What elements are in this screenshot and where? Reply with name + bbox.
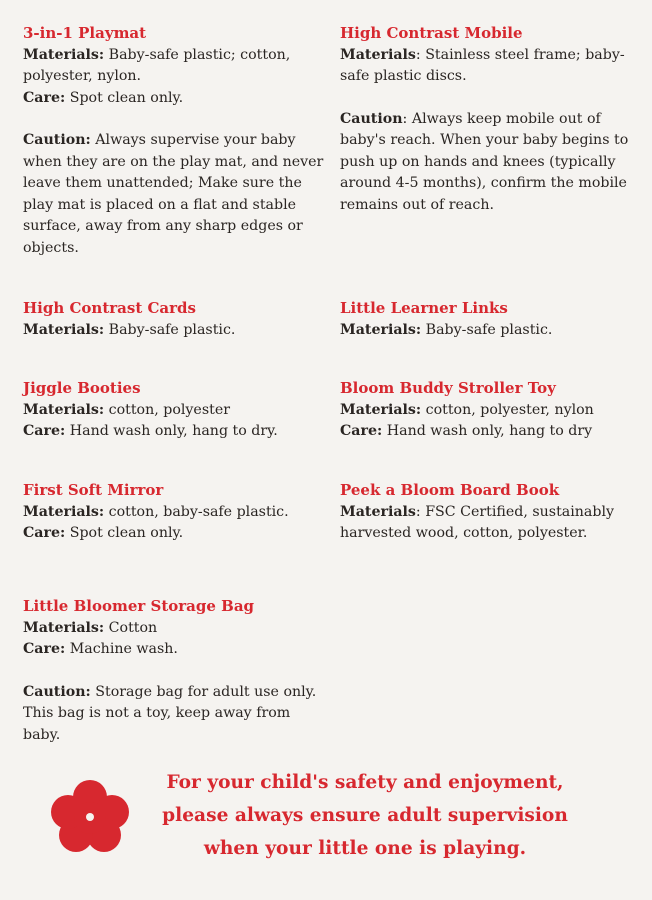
- mirror-care: [23, 523, 323, 545]
- care-value: Hand wash only, hang to dry.: [69, 423, 278, 439]
- materials-value: Cotton: [108, 619, 158, 636]
- materials-value: cotton, polyester: [108, 401, 230, 418]
- book-materials: [340, 502, 632, 545]
- mobile-section: [340, 23, 632, 216]
- booties-care: [23, 421, 323, 443]
- materials-label: Materials:: [23, 321, 105, 338]
- materials-value: : FSC Certified, sustainably harvested wood, cotton, polyester.: [340, 503, 614, 541]
- materials-value: Baby-safe plastic; cotton, polyester, nylon.: [23, 46, 291, 84]
- materials-label: Materials:: [23, 619, 105, 636]
- materials-label: Materials: [340, 503, 416, 520]
- cards-title: High Contrast Cards: [23, 299, 196, 317]
- playmat-materials: [23, 45, 333, 88]
- caution-value: : Always keep mobile out of baby's reach. When your baby begins to push up on hands and knees (typically around 4-5 months), confirm the mobile remains out of reach.: [340, 110, 629, 213]
- bag-section: [23, 596, 328, 746]
- playmat-section: [23, 23, 333, 259]
- links-materials: [340, 320, 632, 342]
- cards-section: [23, 298, 323, 341]
- cards-materials: [23, 320, 323, 342]
- materials-label: Materials: [340, 46, 416, 63]
- bag-title: Little Bloomer Storage Bag: [23, 597, 255, 615]
- stroller-care: [340, 421, 632, 443]
- playmat-title: 3-in-1 Playmat: [23, 24, 147, 42]
- safety-line-1: For your child's safety and enjoyment,: [166, 772, 564, 793]
- booties-section: [23, 378, 323, 443]
- materials-label: Materials:: [23, 401, 105, 418]
- materials-label: Materials:: [23, 46, 105, 63]
- care-value: Spot clean only.: [69, 89, 184, 106]
- caution-value: Always supervise your baby when they are on the play mat, and never leave them unattended; Make sure the play mat is placed on a flat and stable surface, away from any sharp edges or objects.: [23, 132, 324, 256]
- materials-value: : Stainless steel frame; baby-safe plastic discs.: [340, 46, 625, 84]
- caution-label: Caution: [340, 110, 403, 127]
- caution-value: Storage bag for adult use only. This bag is not a toy, keep away from baby.: [23, 683, 317, 743]
- booties-title: Jiggle Booties: [23, 379, 141, 397]
- book-section: [340, 480, 632, 545]
- caution-label: Caution:: [23, 132, 91, 148]
- stroller-section: [340, 378, 632, 443]
- care-label: Care:: [340, 423, 383, 439]
- care-label: Care:: [23, 89, 66, 106]
- materials-label: Materials:: [23, 503, 105, 520]
- flower-icon: [48, 776, 132, 854]
- playmat-care: [23, 88, 333, 110]
- materials-value: cotton, polyester, nylon: [425, 401, 594, 418]
- safety-line-3: when your little one is playing.: [203, 838, 527, 859]
- booties-materials: [23, 400, 323, 422]
- stroller-materials: [340, 400, 632, 422]
- safety-line-2: please always ensure adult supervision: [162, 805, 568, 826]
- materials-value: Baby-safe plastic.: [108, 321, 236, 338]
- mobile-title: High Contrast Mobile: [340, 24, 523, 42]
- links-title: Little Learner Links: [340, 299, 508, 317]
- bag-caution: [23, 682, 328, 747]
- materials-label: Materials:: [340, 401, 422, 418]
- care-value: Machine wash.: [69, 641, 178, 657]
- mirror-title: First Soft Mirror: [23, 481, 164, 499]
- bag-materials: [23, 618, 328, 640]
- care-value: Spot clean only.: [69, 525, 184, 541]
- safety-message: [130, 766, 600, 865]
- mobile-caution: [340, 109, 632, 217]
- care-label: Care:: [23, 525, 66, 541]
- materials-value: Baby-safe plastic.: [425, 321, 553, 338]
- materials-value: cotton, baby-safe plastic.: [108, 503, 289, 520]
- bag-care: [23, 639, 328, 661]
- mirror-section: [23, 480, 323, 545]
- care-label: Care:: [23, 423, 66, 439]
- materials-label: Materials:: [340, 321, 422, 338]
- mirror-materials: [23, 502, 323, 524]
- stroller-title: Bloom Buddy Stroller Toy: [340, 379, 556, 397]
- care-label: Care:: [23, 641, 66, 657]
- playmat-caution: [23, 130, 333, 259]
- care-value: Hand wash only, hang to dry: [386, 423, 593, 439]
- book-title: Peek a Bloom Board Book: [340, 481, 560, 499]
- links-section: [340, 298, 632, 341]
- mobile-materials: [340, 45, 632, 88]
- caution-label: Caution:: [23, 683, 91, 700]
